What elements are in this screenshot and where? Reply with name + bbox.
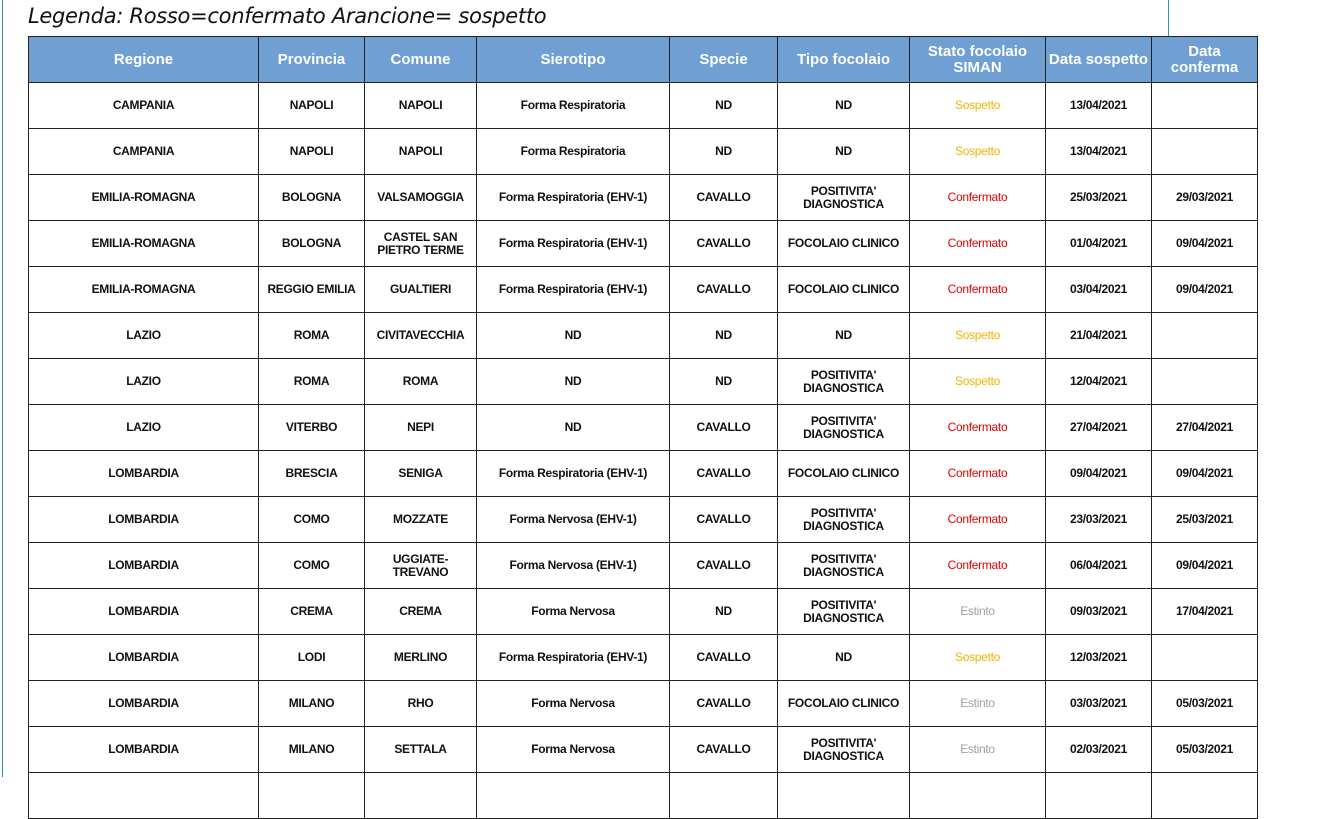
cell-stato-focolaio: Estinto — [910, 589, 1046, 635]
cell-data-sospetto: 13/04/2021 — [1046, 83, 1152, 129]
cell-regione: LOMBARDIA — [29, 681, 259, 727]
cell-data-sospetto: 13/04/2021 — [1046, 129, 1152, 175]
cell-data-conferma — [1152, 773, 1258, 819]
table-row — [29, 727, 1258, 773]
cell-tipo-focolaio: ND — [778, 635, 910, 681]
column-header-stato-focolaio: Stato focolaio SIMAN — [910, 37, 1046, 83]
cell-provincia: REGGIO EMILIA — [259, 267, 365, 313]
cell-provincia: BOLOGNA — [259, 221, 365, 267]
frame-border-left — [2, 0, 3, 777]
table-row — [29, 221, 1258, 267]
cell-data-sospetto: 12/04/2021 — [1046, 359, 1152, 405]
cell-data-sospetto: 03/03/2021 — [1046, 681, 1152, 727]
cell-comune: ROMA — [365, 359, 477, 405]
column-header-data-conferma: Data conferma — [1152, 37, 1258, 83]
cell-specie: ND — [670, 129, 778, 175]
cell-regione: EMILIA-ROMAGNA — [29, 267, 259, 313]
cell-sierotipo: Forma Nervosa (EHV-1) — [477, 497, 670, 543]
cell-data-sospetto: 02/03/2021 — [1046, 727, 1152, 773]
cell-stato-focolaio: Sospetto — [910, 359, 1046, 405]
cell-regione: LOMBARDIA — [29, 635, 259, 681]
frame-border-right — [1168, 0, 1169, 36]
outbreak-table — [28, 36, 1258, 819]
cell-specie: ND — [670, 589, 778, 635]
table-row — [29, 773, 1258, 819]
cell-tipo-focolaio — [778, 773, 910, 819]
cell-tipo-focolaio: FOCOLAIO CLINICO — [778, 221, 910, 267]
cell-data-conferma: 05/03/2021 — [1152, 727, 1258, 773]
cell-tipo-focolaio: POSITIVITA' DIAGNOSTICA — [778, 359, 910, 405]
cell-stato-focolaio: Confermato — [910, 221, 1046, 267]
cell-comune: GUALTIERI — [365, 267, 477, 313]
cell-specie: CAVALLO — [670, 267, 778, 313]
cell-regione: LOMBARDIA — [29, 589, 259, 635]
cell-regione: LAZIO — [29, 313, 259, 359]
cell-sierotipo: ND — [477, 313, 670, 359]
cell-tipo-focolaio: ND — [778, 83, 910, 129]
cell-comune: SENIGA — [365, 451, 477, 497]
cell-comune: RHO — [365, 681, 477, 727]
cell-provincia: MILANO — [259, 727, 365, 773]
cell-stato-focolaio — [910, 773, 1046, 819]
legend-caption: Legenda: Rosso=confermato Arancione= sospetto — [28, 4, 547, 28]
cell-specie: CAVALLO — [670, 543, 778, 589]
cell-comune: CASTEL SAN PIETRO TERME — [365, 221, 477, 267]
cell-regione: LAZIO — [29, 359, 259, 405]
cell-tipo-focolaio: FOCOLAIO CLINICO — [778, 681, 910, 727]
cell-sierotipo — [477, 773, 670, 819]
cell-tipo-focolaio: POSITIVITA' DIAGNOSTICA — [778, 543, 910, 589]
cell-regione: CAMPANIA — [29, 129, 259, 175]
cell-tipo-focolaio: FOCOLAIO CLINICO — [778, 451, 910, 497]
cell-tipo-focolaio: POSITIVITA' DIAGNOSTICA — [778, 175, 910, 221]
cell-sierotipo: ND — [477, 359, 670, 405]
cell-data-sospetto: 09/04/2021 — [1046, 451, 1152, 497]
cell-sierotipo: ND — [477, 405, 670, 451]
cell-comune: SETTALA — [365, 727, 477, 773]
cell-regione: CAMPANIA — [29, 83, 259, 129]
table-row — [29, 83, 1258, 129]
cell-sierotipo: Forma Respiratoria — [477, 83, 670, 129]
cell-provincia: COMO — [259, 543, 365, 589]
cell-data-sospetto: 25/03/2021 — [1046, 175, 1152, 221]
cell-stato-focolaio: Sospetto — [910, 313, 1046, 359]
cell-comune: CREMA — [365, 589, 477, 635]
cell-regione: LOMBARDIA — [29, 543, 259, 589]
table-row — [29, 497, 1258, 543]
table-row — [29, 267, 1258, 313]
cell-sierotipo: Forma Nervosa — [477, 589, 670, 635]
cell-provincia: COMO — [259, 497, 365, 543]
cell-stato-focolaio: Confermato — [910, 405, 1046, 451]
cell-tipo-focolaio: ND — [778, 129, 910, 175]
cell-data-sospetto: 06/04/2021 — [1046, 543, 1152, 589]
cell-regione: EMILIA-ROMAGNA — [29, 221, 259, 267]
cell-sierotipo: Forma Respiratoria (EHV-1) — [477, 635, 670, 681]
cell-data-conferma: 29/03/2021 — [1152, 175, 1258, 221]
table-row — [29, 589, 1258, 635]
cell-tipo-focolaio: POSITIVITA' DIAGNOSTICA — [778, 497, 910, 543]
cell-regione: LAZIO — [29, 405, 259, 451]
cell-stato-focolaio: Confermato — [910, 543, 1046, 589]
cell-tipo-focolaio: FOCOLAIO CLINICO — [778, 267, 910, 313]
cell-data-sospetto: 01/04/2021 — [1046, 221, 1152, 267]
cell-provincia: VITERBO — [259, 405, 365, 451]
cell-provincia: CREMA — [259, 589, 365, 635]
cell-regione — [29, 773, 259, 819]
cell-sierotipo: Forma Respiratoria — [477, 129, 670, 175]
cell-comune: NEPI — [365, 405, 477, 451]
cell-tipo-focolaio: POSITIVITA' DIAGNOSTICA — [778, 727, 910, 773]
cell-provincia: BRESCIA — [259, 451, 365, 497]
cell-tipo-focolaio: POSITIVITA' DIAGNOSTICA — [778, 589, 910, 635]
table-header-row — [29, 37, 1258, 83]
column-header-provincia: Provincia — [259, 37, 365, 83]
cell-provincia: NAPOLI — [259, 83, 365, 129]
cell-data-sospetto: 03/04/2021 — [1046, 267, 1152, 313]
cell-specie: CAVALLO — [670, 405, 778, 451]
cell-data-conferma: 05/03/2021 — [1152, 681, 1258, 727]
cell-data-conferma: 09/04/2021 — [1152, 267, 1258, 313]
cell-specie — [670, 773, 778, 819]
column-header-comune: Comune — [365, 37, 477, 83]
cell-regione: LOMBARDIA — [29, 497, 259, 543]
cell-stato-focolaio: Sospetto — [910, 129, 1046, 175]
cell-specie: ND — [670, 313, 778, 359]
cell-data-conferma: 09/04/2021 — [1152, 221, 1258, 267]
cell-data-conferma — [1152, 129, 1258, 175]
cell-provincia — [259, 773, 365, 819]
cell-data-conferma: 09/04/2021 — [1152, 451, 1258, 497]
cell-provincia: NAPOLI — [259, 129, 365, 175]
cell-specie: CAVALLO — [670, 221, 778, 267]
table-row — [29, 405, 1258, 451]
column-header-data-sospetto: Data sospetto — [1046, 37, 1152, 83]
cell-sierotipo: Forma Nervosa (EHV-1) — [477, 543, 670, 589]
cell-comune: VALSAMOGGIA — [365, 175, 477, 221]
cell-regione: LOMBARDIA — [29, 727, 259, 773]
cell-comune: CIVITAVECCHIA — [365, 313, 477, 359]
table-row — [29, 681, 1258, 727]
cell-stato-focolaio: Confermato — [910, 451, 1046, 497]
cell-sierotipo: Forma Nervosa — [477, 727, 670, 773]
cell-provincia: BOLOGNA — [259, 175, 365, 221]
table-row — [29, 359, 1258, 405]
table-row — [29, 635, 1258, 681]
table-row — [29, 451, 1258, 497]
cell-stato-focolaio: Sospetto — [910, 635, 1046, 681]
cell-stato-focolaio: Estinto — [910, 727, 1046, 773]
cell-stato-focolaio: Estinto — [910, 681, 1046, 727]
cell-specie: CAVALLO — [670, 497, 778, 543]
cell-data-conferma — [1152, 635, 1258, 681]
cell-comune: NAPOLI — [365, 129, 477, 175]
cell-data-conferma: 27/04/2021 — [1152, 405, 1258, 451]
cell-sierotipo: Forma Respiratoria (EHV-1) — [477, 451, 670, 497]
cell-data-sospetto: 27/04/2021 — [1046, 405, 1152, 451]
cell-data-conferma: 09/04/2021 — [1152, 543, 1258, 589]
cell-sierotipo: Forma Respiratoria (EHV-1) — [477, 267, 670, 313]
cell-data-sospetto — [1046, 773, 1152, 819]
table-row — [29, 129, 1258, 175]
cell-comune: MOZZATE — [365, 497, 477, 543]
cell-tipo-focolaio: ND — [778, 313, 910, 359]
cell-stato-focolaio: Confermato — [910, 497, 1046, 543]
cell-specie: ND — [670, 83, 778, 129]
cell-provincia: MILANO — [259, 681, 365, 727]
column-header-sierotipo: Sierotipo — [477, 37, 670, 83]
cell-data-conferma: 17/04/2021 — [1152, 589, 1258, 635]
cell-comune: UGGIATE-TREVANO — [365, 543, 477, 589]
cell-tipo-focolaio: POSITIVITA' DIAGNOSTICA — [778, 405, 910, 451]
cell-provincia: LODI — [259, 635, 365, 681]
cell-data-conferma — [1152, 359, 1258, 405]
cell-provincia: ROMA — [259, 359, 365, 405]
cell-data-sospetto: 12/03/2021 — [1046, 635, 1152, 681]
cell-stato-focolaio: Sospetto — [910, 83, 1046, 129]
column-header-regione: Regione — [29, 37, 259, 83]
column-header-tipo-focolaio: Tipo focolaio — [778, 37, 910, 83]
cell-specie: CAVALLO — [670, 175, 778, 221]
cell-provincia: ROMA — [259, 313, 365, 359]
column-header-specie: Specie — [670, 37, 778, 83]
cell-data-conferma — [1152, 313, 1258, 359]
cell-comune: MERLINO — [365, 635, 477, 681]
cell-comune — [365, 773, 477, 819]
cell-specie: ND — [670, 359, 778, 405]
table-row — [29, 313, 1258, 359]
cell-comune: NAPOLI — [365, 83, 477, 129]
cell-regione: LOMBARDIA — [29, 451, 259, 497]
cell-specie: CAVALLO — [670, 681, 778, 727]
table-row — [29, 543, 1258, 589]
cell-data-sospetto: 21/04/2021 — [1046, 313, 1152, 359]
table-row — [29, 175, 1258, 221]
cell-stato-focolaio: Confermato — [910, 175, 1046, 221]
cell-data-conferma: 25/03/2021 — [1152, 497, 1258, 543]
cell-sierotipo: Forma Respiratoria (EHV-1) — [477, 175, 670, 221]
cell-regione: EMILIA-ROMAGNA — [29, 175, 259, 221]
cell-data-sospetto: 09/03/2021 — [1046, 589, 1152, 635]
cell-stato-focolaio: Confermato — [910, 267, 1046, 313]
cell-specie: CAVALLO — [670, 451, 778, 497]
cell-specie: CAVALLO — [670, 635, 778, 681]
cell-sierotipo: Forma Nervosa — [477, 681, 670, 727]
cell-specie: CAVALLO — [670, 727, 778, 773]
cell-data-sospetto: 23/03/2021 — [1046, 497, 1152, 543]
cell-data-conferma — [1152, 83, 1258, 129]
cell-sierotipo: Forma Respiratoria (EHV-1) — [477, 221, 670, 267]
